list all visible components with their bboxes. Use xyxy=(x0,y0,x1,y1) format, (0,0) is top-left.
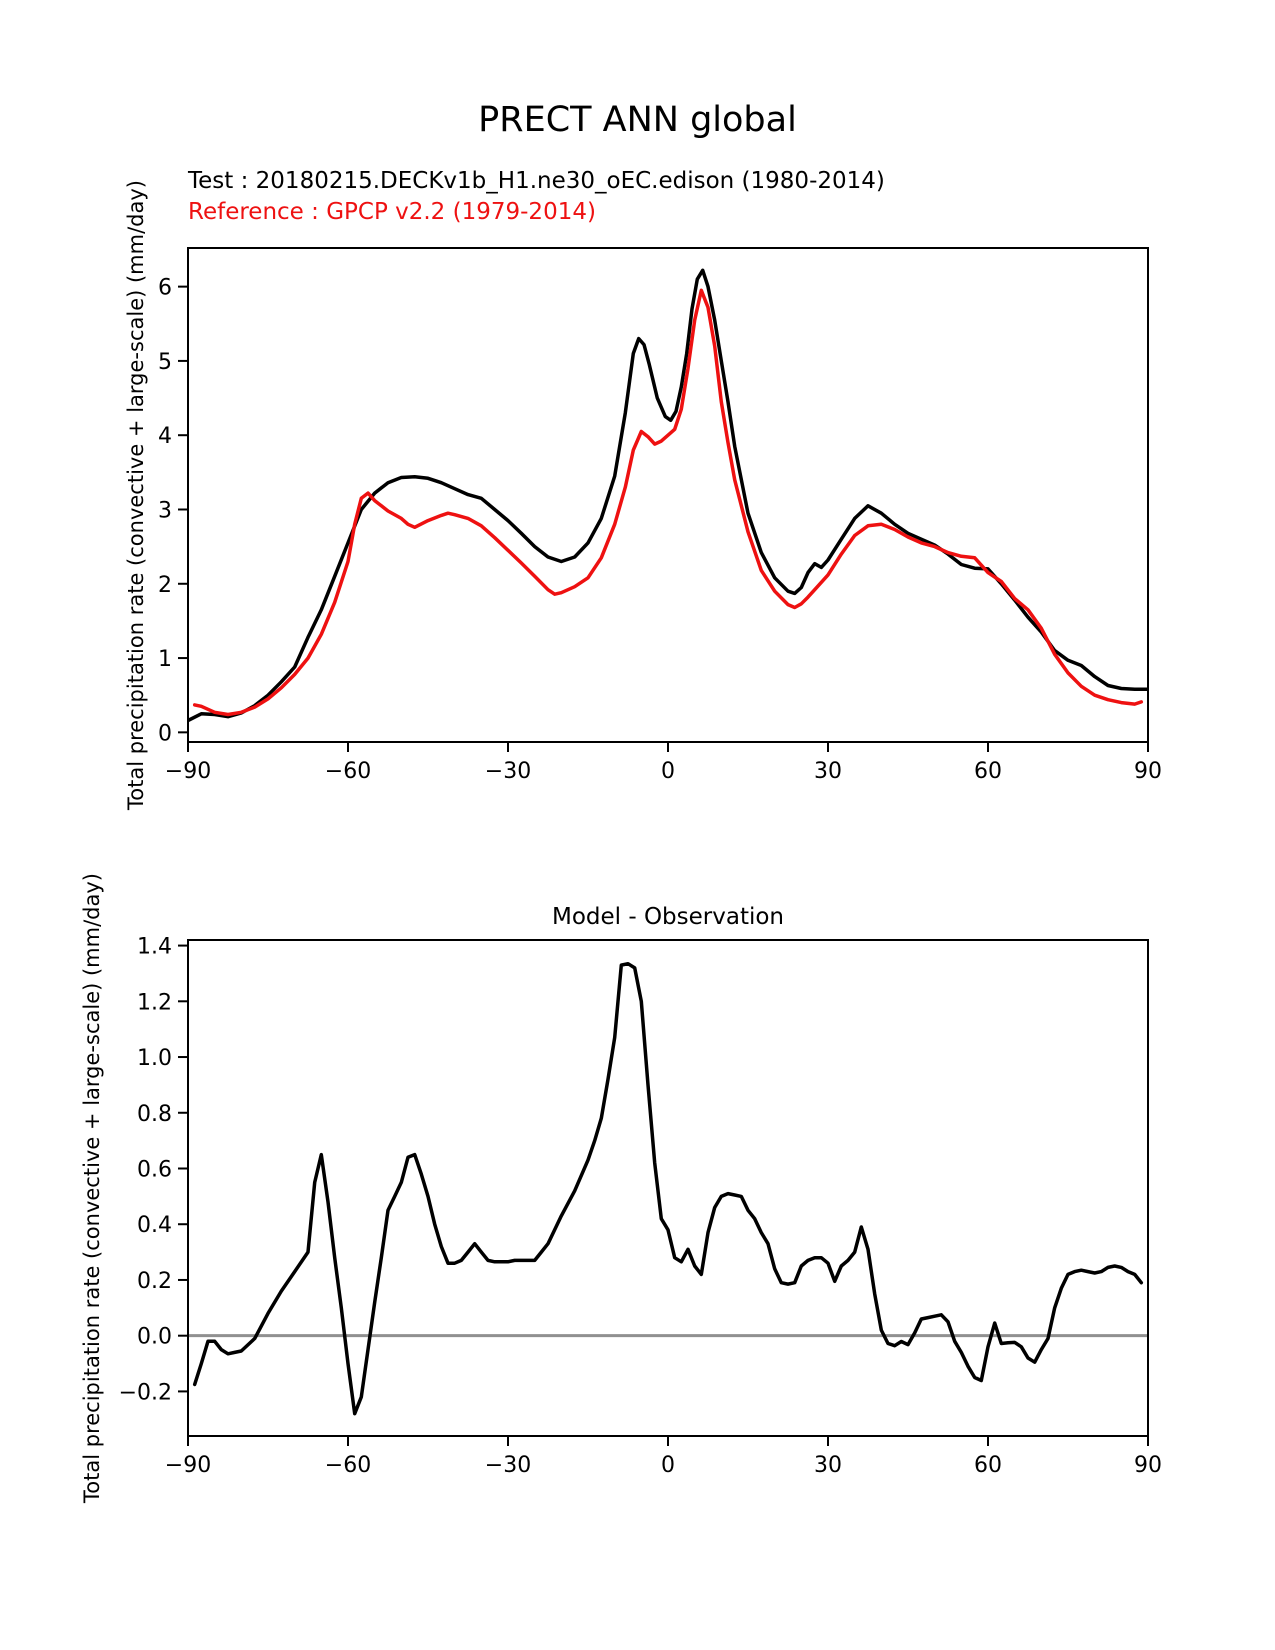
x-tick-label: −30 xyxy=(484,1453,532,1478)
y-tick-label: 1 xyxy=(158,647,172,673)
x-tick-label: 0 xyxy=(661,1453,675,1478)
x-tick-label: 30 xyxy=(814,759,842,784)
subplot-title: Model - Observation xyxy=(551,904,785,930)
y-tick-label: 0.8 xyxy=(137,1101,172,1127)
x-tick-label: 0 xyxy=(661,759,675,784)
y-tick-label: 1.4 xyxy=(137,934,172,960)
x-tick-label: −60 xyxy=(324,1453,372,1478)
y-tick-label: 0.2 xyxy=(137,1268,172,1294)
diff-curve xyxy=(195,964,1142,1414)
figure-title: PRECT ANN global xyxy=(478,100,797,140)
y-tick-label: 1.2 xyxy=(137,990,172,1016)
y-tick-label: 6 xyxy=(158,275,172,301)
y-tick-label: 4 xyxy=(158,424,172,450)
y-tick-label: 3 xyxy=(158,498,172,524)
y-tick-label: 0 xyxy=(158,721,172,747)
x-tick-label: −90 xyxy=(164,1453,212,1478)
y-tick-label: 1.0 xyxy=(137,1046,172,1072)
y-tick-label: 0.6 xyxy=(137,1157,172,1183)
x-tick-label: 90 xyxy=(1134,1453,1162,1478)
bottom-plot xyxy=(80,873,1162,1504)
y-tick-label: 0.4 xyxy=(137,1213,172,1239)
x-tick-label: 90 xyxy=(1134,759,1162,784)
x-tick-label: −90 xyxy=(164,759,212,784)
reference-label: Reference : GPCP v2.2 (1979-2014) xyxy=(188,199,596,225)
x-tick-label: −30 xyxy=(484,759,532,784)
test-curve xyxy=(188,270,1148,720)
axes-box xyxy=(188,248,1148,742)
y-axis-label: Total precipitation rate (convective + large-scale) (mm/day) xyxy=(124,180,148,810)
top-plot xyxy=(124,180,1162,811)
x-tick-label: 60 xyxy=(974,759,1002,784)
axes-box xyxy=(188,940,1148,1436)
x-tick-label: 60 xyxy=(974,1453,1002,1478)
test-label: Test : 20180215.DECKv1b_H1.ne30_oEC.edison (1980-2014) xyxy=(188,168,885,194)
y-tick-label: −0.2 xyxy=(118,1380,172,1406)
y-axis-label: Total precipitation rate (convective + large-scale) (mm/day) xyxy=(80,873,104,1503)
y-tick-label: 2 xyxy=(158,572,172,598)
reference-curve xyxy=(195,290,1142,714)
x-tick-label: −60 xyxy=(324,759,372,784)
y-tick-label: 5 xyxy=(158,349,172,375)
x-tick-label: 30 xyxy=(814,1453,842,1478)
y-tick-label: 0.0 xyxy=(137,1324,172,1350)
